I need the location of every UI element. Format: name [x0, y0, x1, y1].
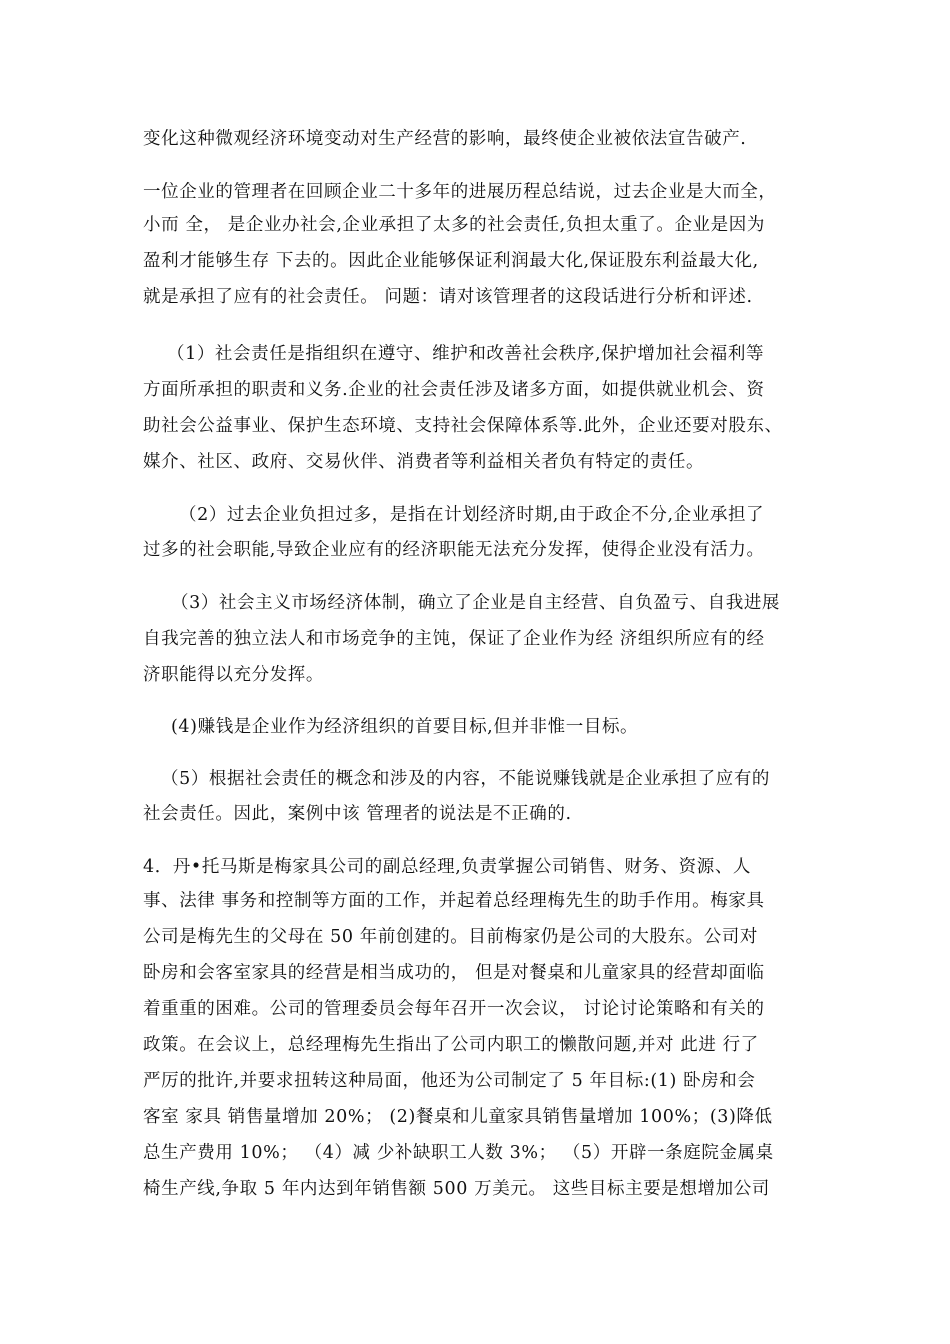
text-line: 着重重的困难。公司的管理委员会每年召开一次会议， 讨论讨论策略和有关的	[143, 999, 765, 1019]
text-line: 社会责任。因此，案例中该 管理者的说法是不正确的.	[143, 804, 572, 824]
text-line: 事、法律 事务和控制等方面的工作，并起着总经理梅先生的助手作用。梅家具	[143, 891, 765, 911]
text-line: 客室 家具 销售量增加 20%； (2)餐桌和儿童家具销售量增加 100%；(3)降低	[143, 1107, 773, 1127]
text-line: 一位企业的管理者在回顾企业二十多年的进展历程总结说，过去企业是大而全，	[143, 182, 777, 202]
text-line: （2）过去企业负担过多，是指在计划经济时期,由于政企不分,企业承担了	[179, 505, 765, 525]
text-line: 方面所承担的职责和义务.企业的社会责任涉及诸多方面，如提供就业机会、资	[143, 380, 765, 400]
text-line: 总生产费用 10%； （4）减 少补缺职工人数 3%； （5）开辟一条庭院金属桌	[143, 1143, 774, 1163]
text-line: 媒介、社区、政府、交易伙伴、消费者等利益相关者负有特定的责任。	[143, 452, 705, 472]
text-line: （1）社会责任是指组织在遵守、维护和改善社会秩序,保护增加社会福利等	[167, 344, 765, 364]
text-line: 公司是梅先生的父母在 50 年前创建的。目前梅家仍是公司的大股东。公司对	[143, 927, 758, 947]
text-line: 严厉的批许,并要求扭转这种局面，他还为公司制定了 5 年目标:(1) 卧房和会	[143, 1071, 756, 1091]
text-line: （3）社会主义市场经济体制，确立了企业是自主经营、自负盈亏、自我进展	[171, 593, 781, 613]
text-line: 小而 全， 是企业办社会,企业承担了太多的社会责任,负担太重了。企业是因为	[143, 215, 765, 235]
text-line: 就是承担了应有的社会责任。 问题：请对该管理者的这段话进行分析和评述.	[143, 287, 753, 307]
text-line: 变化这种微观经济环境变动对生产经营的影响，最终使企业被依法宣告破产.	[143, 129, 747, 149]
text-line: (4)赚钱是企业作为经济组织的首要目标,但并非惟一目标。	[171, 717, 639, 737]
text-line: 济职能得以充分发挥。	[143, 665, 324, 685]
text-line: 自我完善的独立法人和市场竞争的主饨，保证了企业作为经 济组织所应有的经	[143, 629, 765, 649]
text-line: 椅生产线,争取 5 年内达到年销售额 500 万美元。 这些目标主要是想增加公司	[143, 1179, 770, 1199]
text-line: 助社会公益事业、保护生态环境、支持社会保障体系等.此外，企业还要对股东、	[143, 416, 783, 436]
text-line: 盈利才能够生存 下去的。因此企业能够保证利润最大化,保证股东利益最大化,	[143, 251, 759, 271]
text-line: （5）根据社会责任的概念和涉及的内容，不能说赚钱就是企业承担了应有的	[161, 769, 771, 789]
text-line: 政策。在会议上，总经理梅先生指出了公司内职工的懒散问题,并对 此进 行了	[143, 1035, 759, 1055]
text-line: 4．丹•托马斯是梅家具公司的副总经理,负责掌握公司销售、财务、资源、人	[143, 857, 752, 877]
text-line: 过多的社会职能,导致企业应有的经济职能无法充分发挥，使得企业没有活力。	[143, 540, 765, 560]
text-line: 卧房和会客室家具的经营是相当成功的， 但是对餐桌和儿童家具的经营却面临	[143, 963, 765, 983]
